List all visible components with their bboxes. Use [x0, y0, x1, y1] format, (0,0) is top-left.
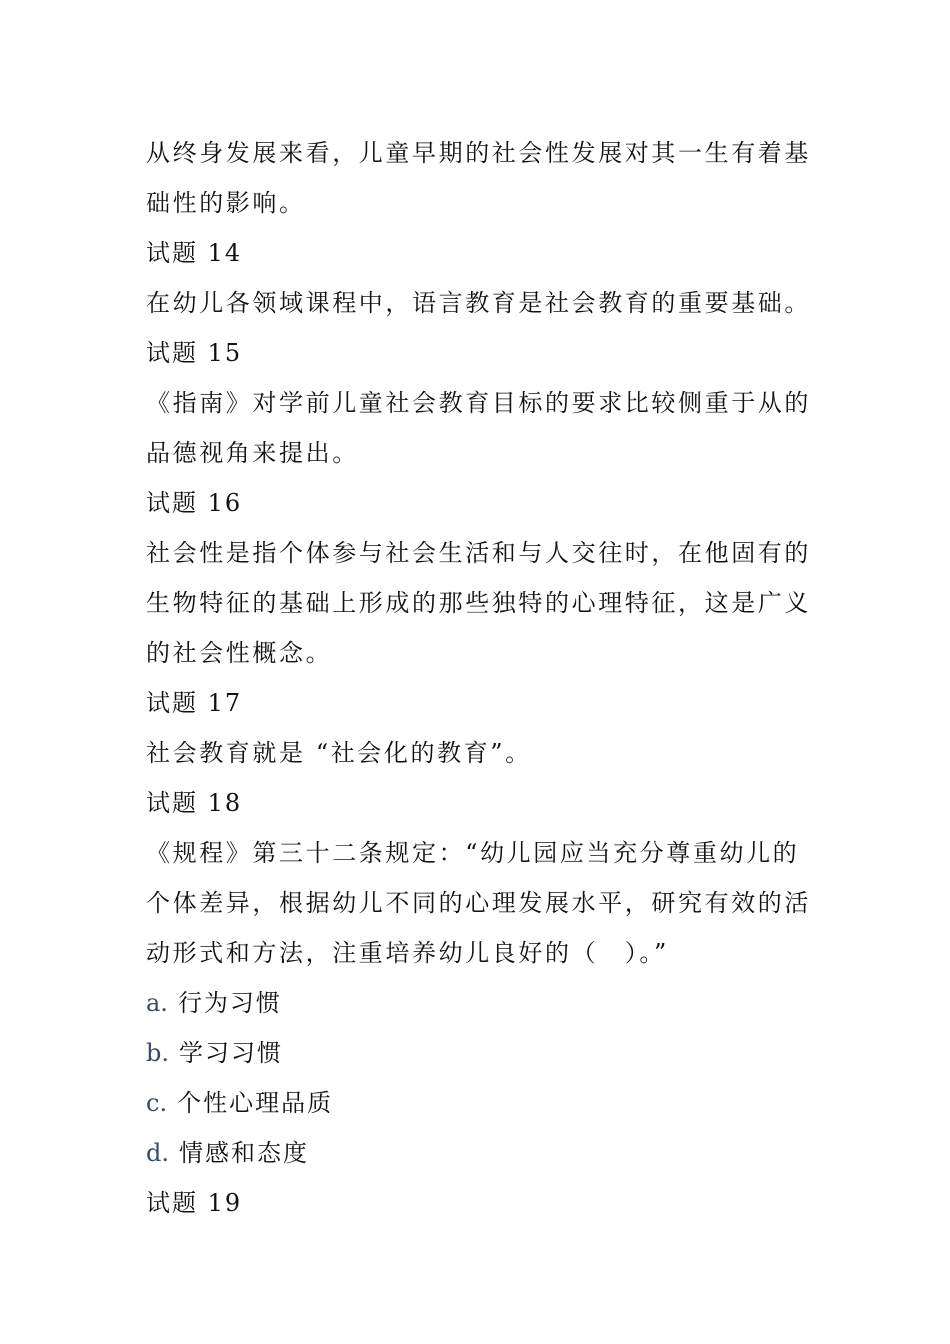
- statement-17: [146, 728, 796, 778]
- option-text: 个性心理品质: [177, 1089, 334, 1117]
- text-line: 从终身发展来看，儿童早期的社会性发展对其一生有着基: [146, 139, 811, 167]
- statement-13: [146, 128, 811, 228]
- option-d[interactable]: [146, 1128, 796, 1178]
- option-key: d.: [146, 1139, 169, 1167]
- statement-16: [146, 528, 811, 678]
- question-list: [146, 128, 811, 1228]
- text-line: 品德视角来提出。: [146, 439, 359, 467]
- question-heading-16: 试题 16: [146, 489, 243, 517]
- question-heading-18: 试题 18: [146, 789, 243, 817]
- option-a[interactable]: [146, 978, 796, 1028]
- question-heading-15: 试题 15: [146, 339, 243, 367]
- text-line: 动形式和方法，注重培养幼儿良好的（ ）。”: [146, 939, 669, 967]
- option-text: 情感和态度: [179, 1139, 309, 1167]
- option-key: b.: [146, 1039, 169, 1067]
- question-heading-19: 试题 19: [146, 1189, 243, 1217]
- statement-14: [146, 278, 811, 328]
- text-line: 社会教育就是 “社会化的教育”。: [146, 739, 532, 767]
- question-18-stem: [146, 828, 811, 978]
- option-key: a.: [146, 989, 168, 1017]
- text-line: 个体差异，根据幼儿不同的心理发展水平，研究有效的活: [146, 889, 811, 917]
- text-line: 的社会性概念。: [146, 639, 333, 667]
- option-text: 行为习惯: [177, 989, 282, 1017]
- text-line: 社会性是指个体参与社会生活和与人交往时，在他固有的: [146, 539, 811, 567]
- question-heading-17: 试题 17: [146, 689, 243, 717]
- statement-15: [146, 378, 811, 478]
- text-line: 础性的影响。: [146, 189, 306, 217]
- text-line: 在幼儿各领域课程中，语言教育是社会教育的重要基础。: [146, 289, 811, 317]
- option-b[interactable]: [146, 1028, 796, 1078]
- question-18-options: [146, 978, 796, 1178]
- text-line: 《规程》第三十二条规定：“幼儿园应当充分尊重幼儿的: [146, 839, 800, 867]
- option-c[interactable]: [146, 1078, 796, 1128]
- option-text: 学习习惯: [179, 1039, 283, 1067]
- option-key: c.: [146, 1089, 168, 1117]
- text-line: 《指南》对学前儿童社会教育目标的要求比较侧重于从的: [146, 389, 811, 417]
- text-line: 生物特征的基础上形成的那些独特的心理特征，这是广义: [146, 589, 811, 617]
- question-heading-14: 试题 14: [146, 239, 243, 267]
